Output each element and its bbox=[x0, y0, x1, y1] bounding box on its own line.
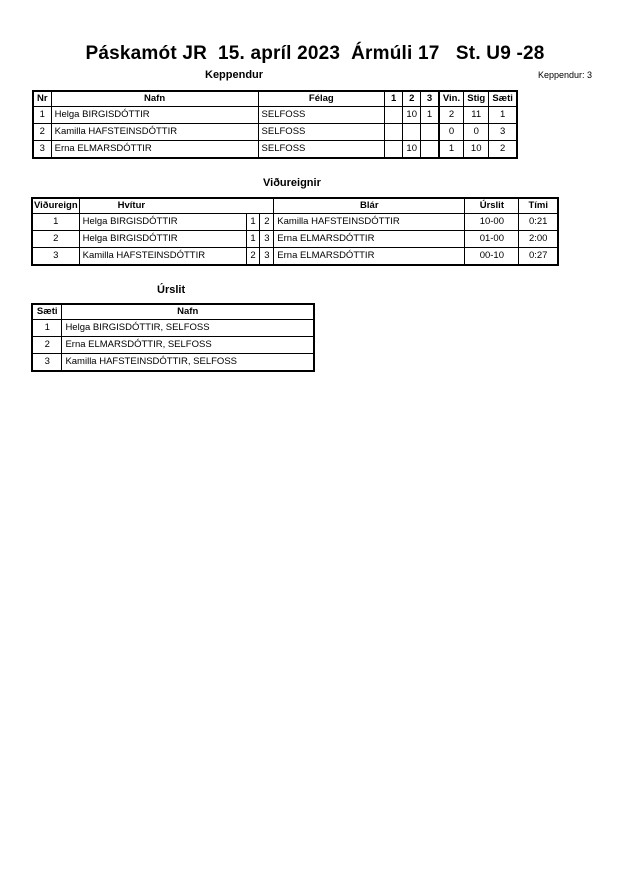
table-row bbox=[33, 124, 517, 141]
round-3-score bbox=[421, 124, 439, 141]
place: 3 bbox=[489, 124, 517, 141]
competitor-club: SELFOSS bbox=[258, 107, 385, 124]
col-header-place: Sæti bbox=[32, 304, 62, 320]
col-header-place: Sæti bbox=[489, 91, 517, 107]
competitor-nr: 2 bbox=[33, 124, 51, 141]
result-place: 1 bbox=[32, 320, 62, 337]
match-result: 10-00 bbox=[465, 214, 519, 231]
competitor-club: SELFOSS bbox=[258, 141, 385, 159]
col-header-club: Félag bbox=[258, 91, 385, 107]
competitor-club: SELFOSS bbox=[258, 124, 385, 141]
match-result: 00-10 bbox=[465, 248, 519, 266]
white-number: 1 bbox=[246, 231, 260, 248]
round-3-score bbox=[421, 141, 439, 159]
col-header-name: Nafn bbox=[62, 304, 314, 320]
points: 11 bbox=[464, 107, 489, 124]
table-row bbox=[33, 107, 517, 124]
wins: 2 bbox=[439, 107, 464, 124]
match-time: 0:27 bbox=[519, 248, 558, 266]
blue-number: 2 bbox=[260, 214, 274, 231]
table-row bbox=[32, 354, 314, 372]
round-2-score: 10 bbox=[403, 107, 421, 124]
table-row bbox=[32, 320, 314, 337]
blue-competitor: Erna ELMARSDÓTTIR bbox=[274, 248, 465, 266]
blue-number: 3 bbox=[260, 231, 274, 248]
col-header-white: Hvítur bbox=[79, 198, 274, 214]
results-header-row bbox=[32, 304, 314, 320]
place: 1 bbox=[489, 107, 517, 124]
round-1-score bbox=[385, 141, 403, 159]
table-row bbox=[32, 231, 558, 248]
result-place: 3 bbox=[32, 354, 62, 372]
white-number: 2 bbox=[246, 248, 260, 266]
round-3-score: 1 bbox=[421, 107, 439, 124]
competitors-header-row bbox=[33, 91, 517, 107]
points: 0 bbox=[464, 124, 489, 141]
col-header-round-2: 2 bbox=[403, 91, 421, 107]
competitor-name: Helga BIRGISDÓTTIR bbox=[51, 107, 258, 124]
col-header-time: Tími bbox=[519, 198, 558, 214]
table-row bbox=[32, 248, 558, 266]
results-heading: Úrslit bbox=[157, 284, 186, 296]
round-1-score bbox=[385, 107, 403, 124]
blue-competitor: Kamilla HAFSTEINSDÓTTIR bbox=[274, 214, 465, 231]
col-header-match: Viðureign bbox=[32, 198, 79, 214]
white-competitor: Helga BIRGISDÓTTIR bbox=[79, 231, 246, 248]
matches-table bbox=[31, 197, 559, 266]
results-table bbox=[31, 303, 315, 372]
competitor-count: Keppendur: 3 bbox=[538, 70, 593, 80]
match-number: 3 bbox=[32, 248, 79, 266]
col-header-round-3: 3 bbox=[421, 91, 439, 107]
match-number: 2 bbox=[32, 231, 79, 248]
col-header-points: Stig bbox=[464, 91, 489, 107]
blue-number: 3 bbox=[260, 248, 274, 266]
competitor-name: Erna ELMARSDÓTTIR bbox=[51, 141, 258, 159]
match-number: 1 bbox=[32, 214, 79, 231]
competitor-nr: 1 bbox=[33, 107, 51, 124]
match-time: 0:21 bbox=[519, 214, 558, 231]
col-header-wins: Vin. bbox=[439, 91, 464, 107]
table-row bbox=[32, 337, 314, 354]
competitors-table bbox=[32, 90, 518, 159]
wins: 0 bbox=[439, 124, 464, 141]
result-name: Kamilla HAFSTEINSDÓTTIR, SELFOSS bbox=[62, 354, 314, 372]
page-title: Páskamót JR 15. apríl 2023 Ármúli 17 St. U9 -28 bbox=[85, 43, 545, 64]
round-1-score bbox=[385, 124, 403, 141]
place: 2 bbox=[489, 141, 517, 159]
result-name: Erna ELMARSDÓTTIR, SELFOSS bbox=[62, 337, 314, 354]
white-number: 1 bbox=[246, 214, 260, 231]
white-competitor: Helga BIRGISDÓTTIR bbox=[79, 214, 246, 231]
round-2-score bbox=[403, 124, 421, 141]
col-header-result: Úrslit bbox=[465, 198, 519, 214]
col-header-round-1: 1 bbox=[385, 91, 403, 107]
competitors-heading: Keppendur bbox=[205, 69, 264, 81]
match-result: 01-00 bbox=[465, 231, 519, 248]
points: 10 bbox=[464, 141, 489, 159]
match-time: 2:00 bbox=[519, 231, 558, 248]
col-header-nr: Nr bbox=[33, 91, 51, 107]
result-place: 2 bbox=[32, 337, 62, 354]
table-row bbox=[32, 214, 558, 231]
competitor-nr: 3 bbox=[33, 141, 51, 159]
table-row bbox=[33, 141, 517, 159]
matches-heading: Viðureignir bbox=[263, 177, 321, 189]
matches-header-row bbox=[32, 198, 558, 214]
col-header-blue: Blár bbox=[274, 198, 465, 214]
competitor-name: Kamilla HAFSTEINSDÓTTIR bbox=[51, 124, 258, 141]
round-2-score: 10 bbox=[403, 141, 421, 159]
col-header-name: Nafn bbox=[51, 91, 258, 107]
blue-competitor: Erna ELMARSDÓTTIR bbox=[274, 231, 465, 248]
result-name: Helga BIRGISDÓTTIR, SELFOSS bbox=[62, 320, 314, 337]
wins: 1 bbox=[439, 141, 464, 159]
white-competitor: Kamilla HAFSTEINSDÓTTIR bbox=[79, 248, 246, 266]
